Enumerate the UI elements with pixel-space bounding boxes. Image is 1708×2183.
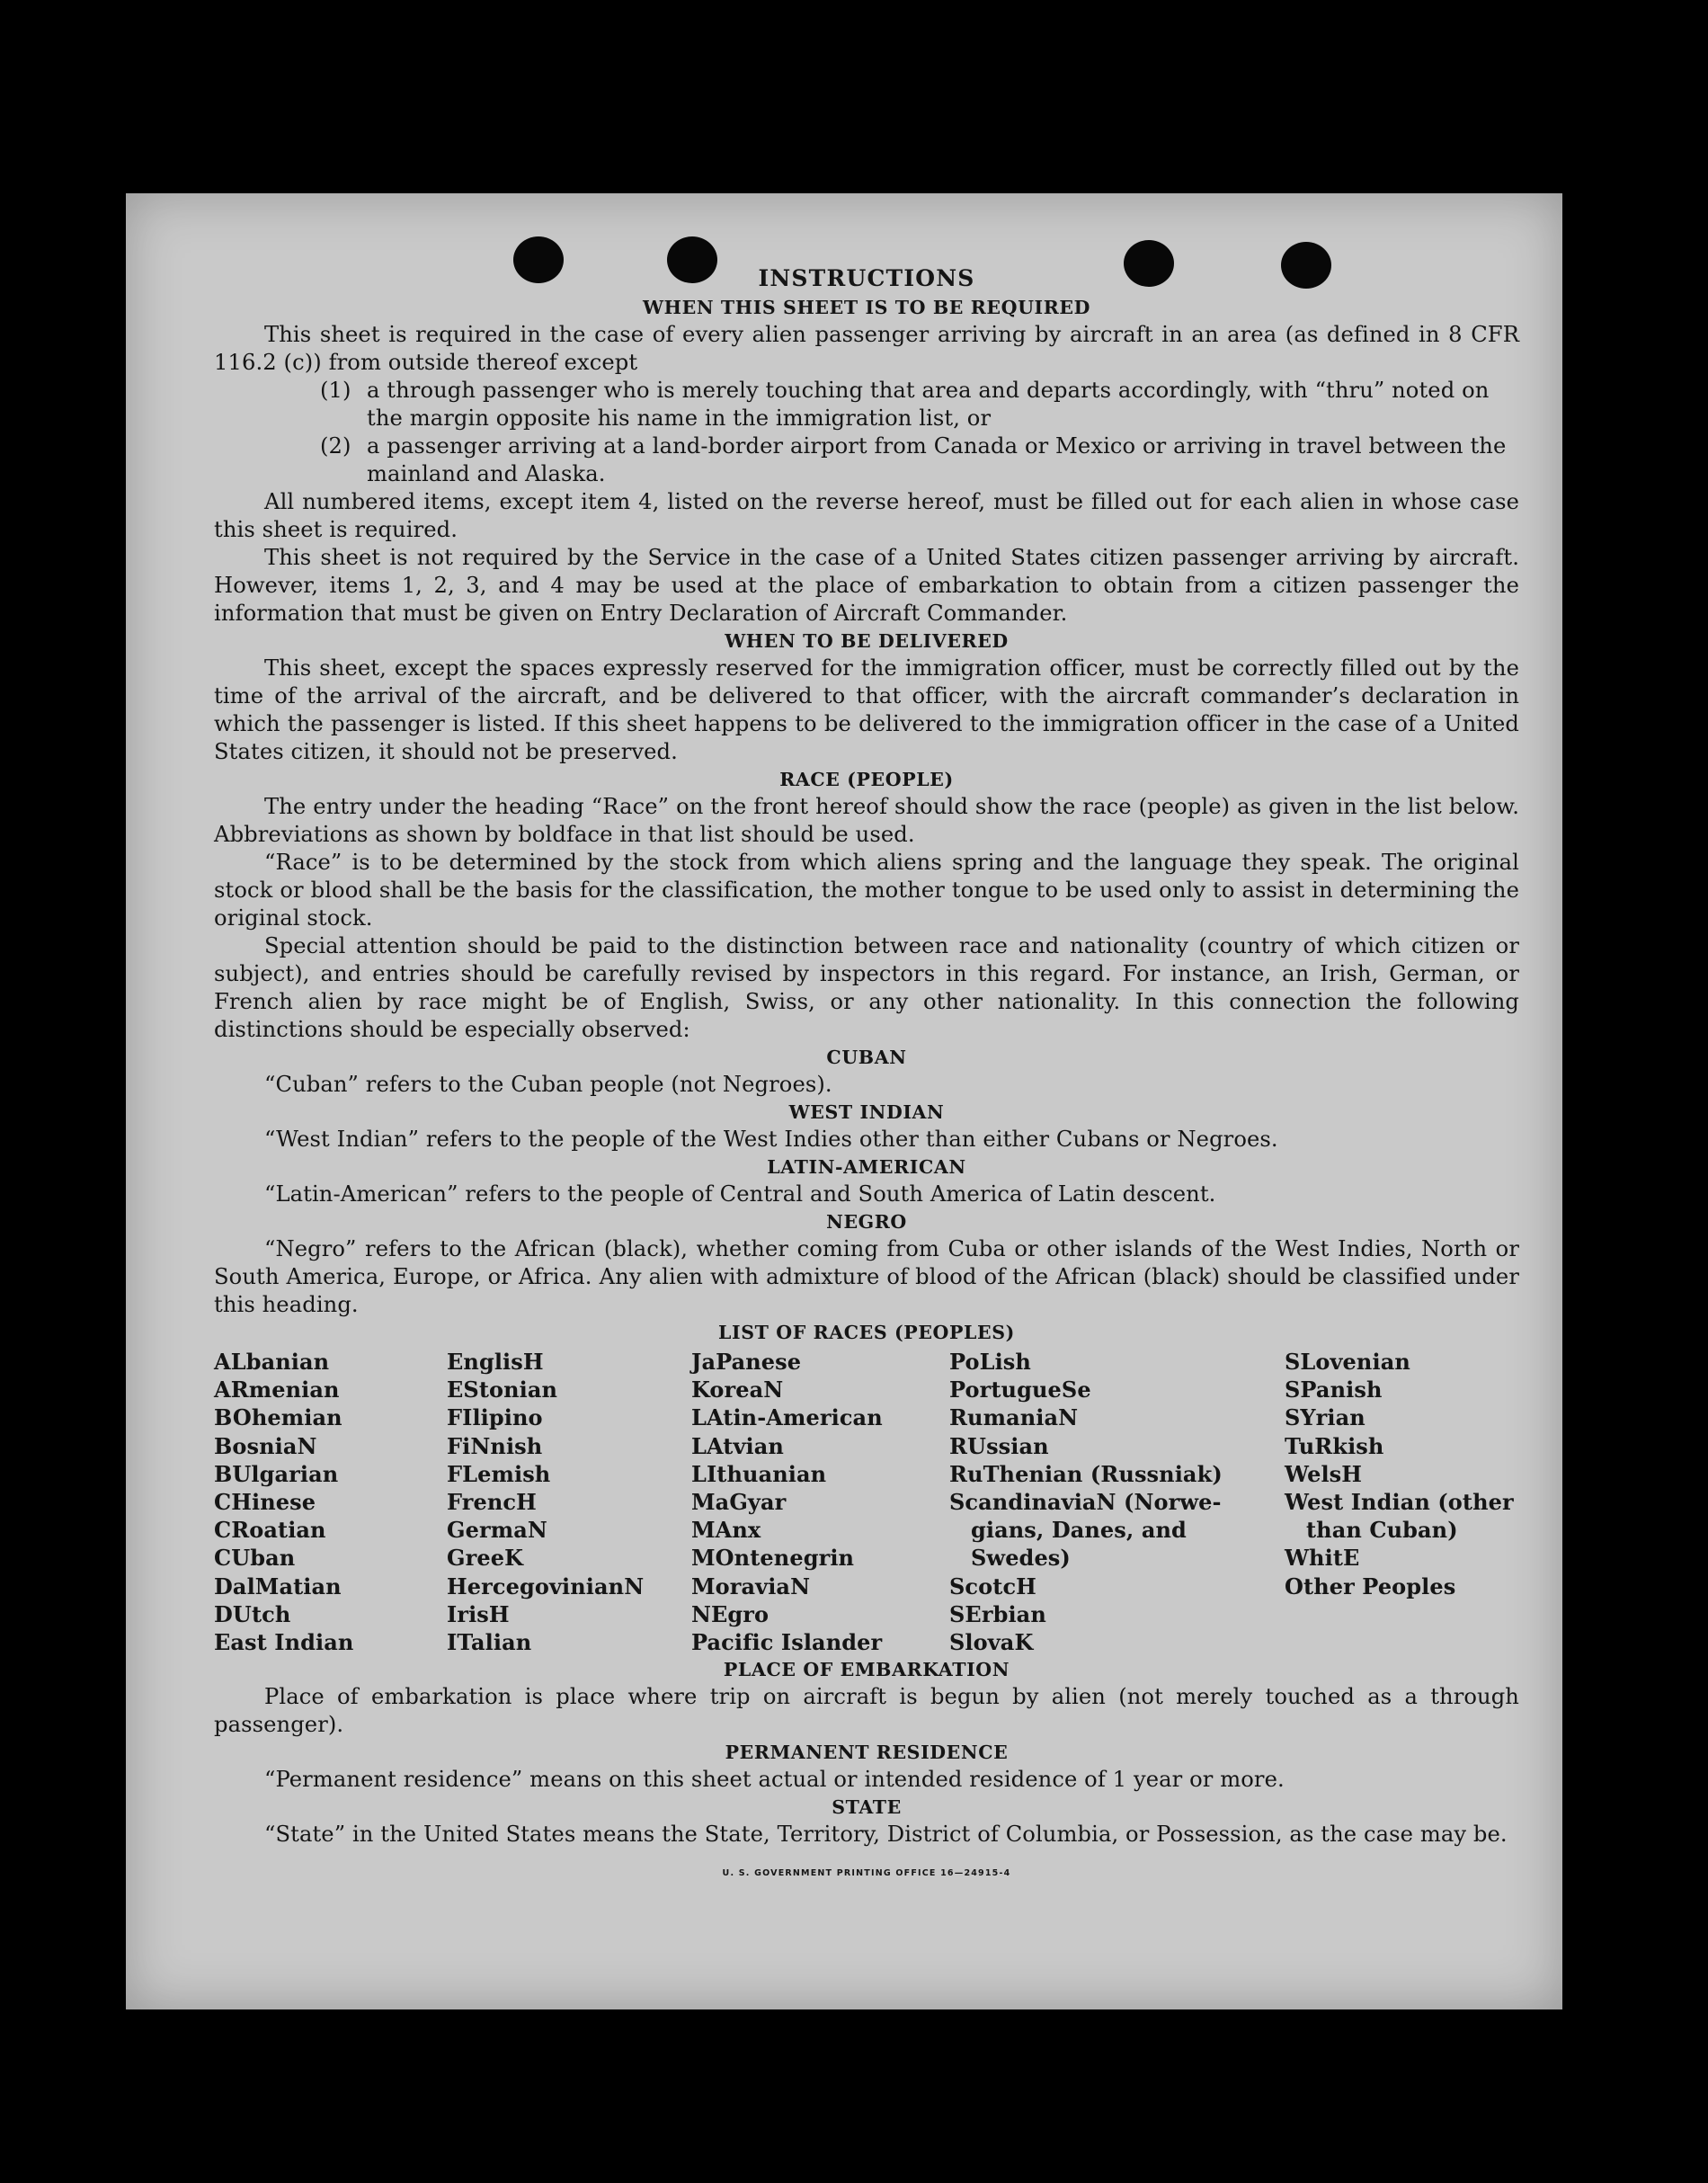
race-column [691,1348,949,1656]
race-entry: ALbanian [214,1349,330,1375]
race-entry: CRoatian [214,1517,326,1544]
negro-text: “Negro” refers to the African (black), whether coming from Cuba or other islands of the West Indies, North or South America, Europe, or Africa. Any alien with admixture of blood of the African (black) should be classified under this heading. [214,1236,1519,1317]
exception-item [214,432,1519,488]
race-entry: SErbian [949,1600,1046,1627]
section-heading-state: STATE [832,1796,902,1819]
document-sheet [126,193,1562,2009]
race-entry: FiNnish [447,1432,543,1459]
document-title: INSTRUCTIONS [758,265,975,291]
race-entry: EnglisH [447,1349,544,1375]
section-heading-when-delivered: WHEN TO BE DELIVERED [725,630,1009,652]
section-heading-when-required: WHEN THIS SHEET IS TO BE REQUIRED [643,297,1090,318]
section-heading-latin-american: LATIN-AMERICAN [767,1156,966,1178]
race-entry: West Indian (other [1285,1489,1514,1516]
race-entry: BUlgarian [214,1460,339,1487]
when-required-intro: This sheet is required in the case of every alien passenger arriving by aircraft in an area (as defined in 8 CFR 116.2 (c)) from outside thereof except [214,322,1519,375]
west-indian-text: “West Indian” refers to the people of the West Indies other than either Cubans or Negroes. [264,1127,1278,1152]
race-paragraph: “Race” is to be determined by the stock from which aliens spring and the language they speak. The original stock or blood shall be the basis for the classification, the mother tongue to be used only to assist in determining the original stock. [214,850,1519,931]
race-entry: NEgro [691,1600,769,1627]
race-entry: PoLish [949,1349,1031,1375]
race-entry: BosniaN [214,1432,317,1459]
race-column [214,1348,447,1656]
place-of-embarkation-text: Place of embarkation is place where trip on aircraft is begun by alien (not merely touched as a through passenger). [214,1684,1519,1738]
race-entry: GreeK [447,1545,524,1572]
race-paragraph: The entry under the heading “Race” on the front hereof should show the race (people) as given in the list below. Abbreviations as shown by boldface in that list should be used. [214,794,1519,847]
race-entry: FLemish [447,1460,551,1487]
exception-number: (1) [320,378,351,403]
race-entry: than Cuban) [1306,1517,1458,1544]
when-delivered-text: This sheet, except the spaces expressly reserved for the immigration officer, must be correctly filled out by the time of the arrival of the aircraft, and be delivered to that officer, with the aircraft commander’s declaration in which the passenger is listed. If this sheet happens to be delivered to the immigration officer in the case of a United States citizen, it should not be preserved. [214,655,1519,764]
exception-text: a through passenger who is merely touching that area and departs accordingly, with “thru” noted on the margin opposite his name in the immigration list, or [367,378,1490,431]
race-entry: PortugueSe [949,1377,1091,1403]
race-column [949,1348,1285,1656]
race-entry: LAtvian [691,1432,784,1459]
race-entry: LAtin-American [691,1404,883,1431]
race-entry: ScotcH [949,1573,1036,1599]
race-entry: ARmenian [214,1377,340,1403]
race-column [447,1348,691,1656]
race-entry: SPanish [1285,1377,1383,1403]
race-entry: Swedes) [971,1545,1071,1572]
race-entry: MOntenegrin [691,1545,855,1572]
race-entry: WhitE [1285,1545,1360,1572]
race-entry: HercegovinianN [447,1573,645,1599]
race-entry: MaGyar [691,1489,787,1516]
race-entry: LIthuanian [691,1460,827,1487]
race-entry: KoreaN [691,1377,784,1403]
race-entry: RumaniaN [949,1404,1079,1431]
race-entry: IrisH [447,1600,510,1627]
race-entry: DUtch [214,1600,291,1627]
race-list [214,1348,1519,1656]
printing-office-imprint: U. S. GOVERNMENT PRINTING OFFICE 16—24915-4 [722,1868,1011,1879]
race-entry: RuThenian (Russniak) [949,1460,1223,1487]
race-entry: gians, Danes, and [971,1517,1187,1544]
race-entry: CUban [214,1545,296,1572]
race-entry: JaPanese [691,1349,802,1375]
race-entry: SLovenian [1285,1349,1410,1375]
race-entry: RUssian [949,1432,1049,1459]
race-entry: SYrian [1285,1404,1366,1431]
permanent-residence-text: “Permanent residence” means on this sheet actual or intended residence of 1 year or more. [264,1767,1285,1793]
section-heading-race: RACE (PEOPLE) [779,769,954,790]
cuban-text: “Cuban” refers to the Cuban people (not Negroes). [264,1072,832,1097]
race-entry: WelsH [1285,1460,1363,1487]
race-entry: East Indian [214,1629,354,1656]
exception-item [214,377,1519,432]
race-entry: SlovaK [949,1629,1034,1656]
section-heading-cuban: CUBAN [826,1047,907,1068]
section-heading-west-indian: WEST INDIAN [788,1101,945,1123]
instructions-content [214,263,1519,1887]
section-heading-place-of-embarkation: PLACE OF EMBARKATION [723,1659,1010,1681]
race-entry: ITalian [447,1629,532,1656]
race-entry: BOhemian [214,1404,342,1431]
section-heading-negro: NEGRO [826,1211,907,1233]
race-entry: GermaN [447,1517,547,1544]
race-entry: EStonian [447,1377,558,1403]
race-entry: DalMatian [214,1573,342,1599]
race-entry: Other Peoples [1285,1573,1456,1599]
race-column [1285,1348,1514,1656]
race-entry: MoraviaN [691,1573,811,1599]
numbered-items-paragraph: All numbered items, except item 4, listed on the reverse hereof, must be filled out for each alien in whose case this sheet is required. [214,489,1519,542]
latin-american-text: “Latin-American” refers to the people of Central and South America of Latin descent. [264,1181,1216,1207]
race-entry: Pacific Islander [691,1629,883,1656]
race-entry: MAnx [691,1517,761,1544]
exception-text: a passenger arriving at a land-border airport from Canada or Mexico or arriving in travel between the mainland and Alaska. [367,433,1507,486]
exception-number: (2) [320,433,351,459]
citizen-paragraph: This sheet is not required by the Service in the case of a United States citizen passenger arriving by aircraft. However, items 1, 2, 3, and 4 may be used at the place of embarkation to obtain from a citizen passenger the information that must be given on Entry Declaration of Aircraft Commander. [214,545,1519,626]
section-heading-permanent-residence: PERMANENT RESIDENCE [725,1742,1009,1764]
section-heading-list-of-races: LIST OF RACES (PEOPLES) [718,1322,1015,1343]
race-paragraph: Special attention should be paid to the distinction between race and nationality (country of which citizen or subject), and entries should be carefully revised by inspectors in this regard. For instance, an Irish, German, or French alien by race might be of English, Swiss, or any other nationality. In this connection the following distinctions should be especially observed: [214,933,1519,1042]
race-entry: ScandinaviaN (Norwe- [949,1489,1222,1516]
race-entry: FIlipino [447,1404,543,1431]
state-text: “State” in the United States means the State, Territory, District of Columbia, or Possession, as the case may be. [264,1822,1508,1848]
race-entry: TuRkish [1285,1432,1384,1459]
race-entry: FrencH [447,1489,537,1516]
race-entry: CHinese [214,1489,316,1516]
